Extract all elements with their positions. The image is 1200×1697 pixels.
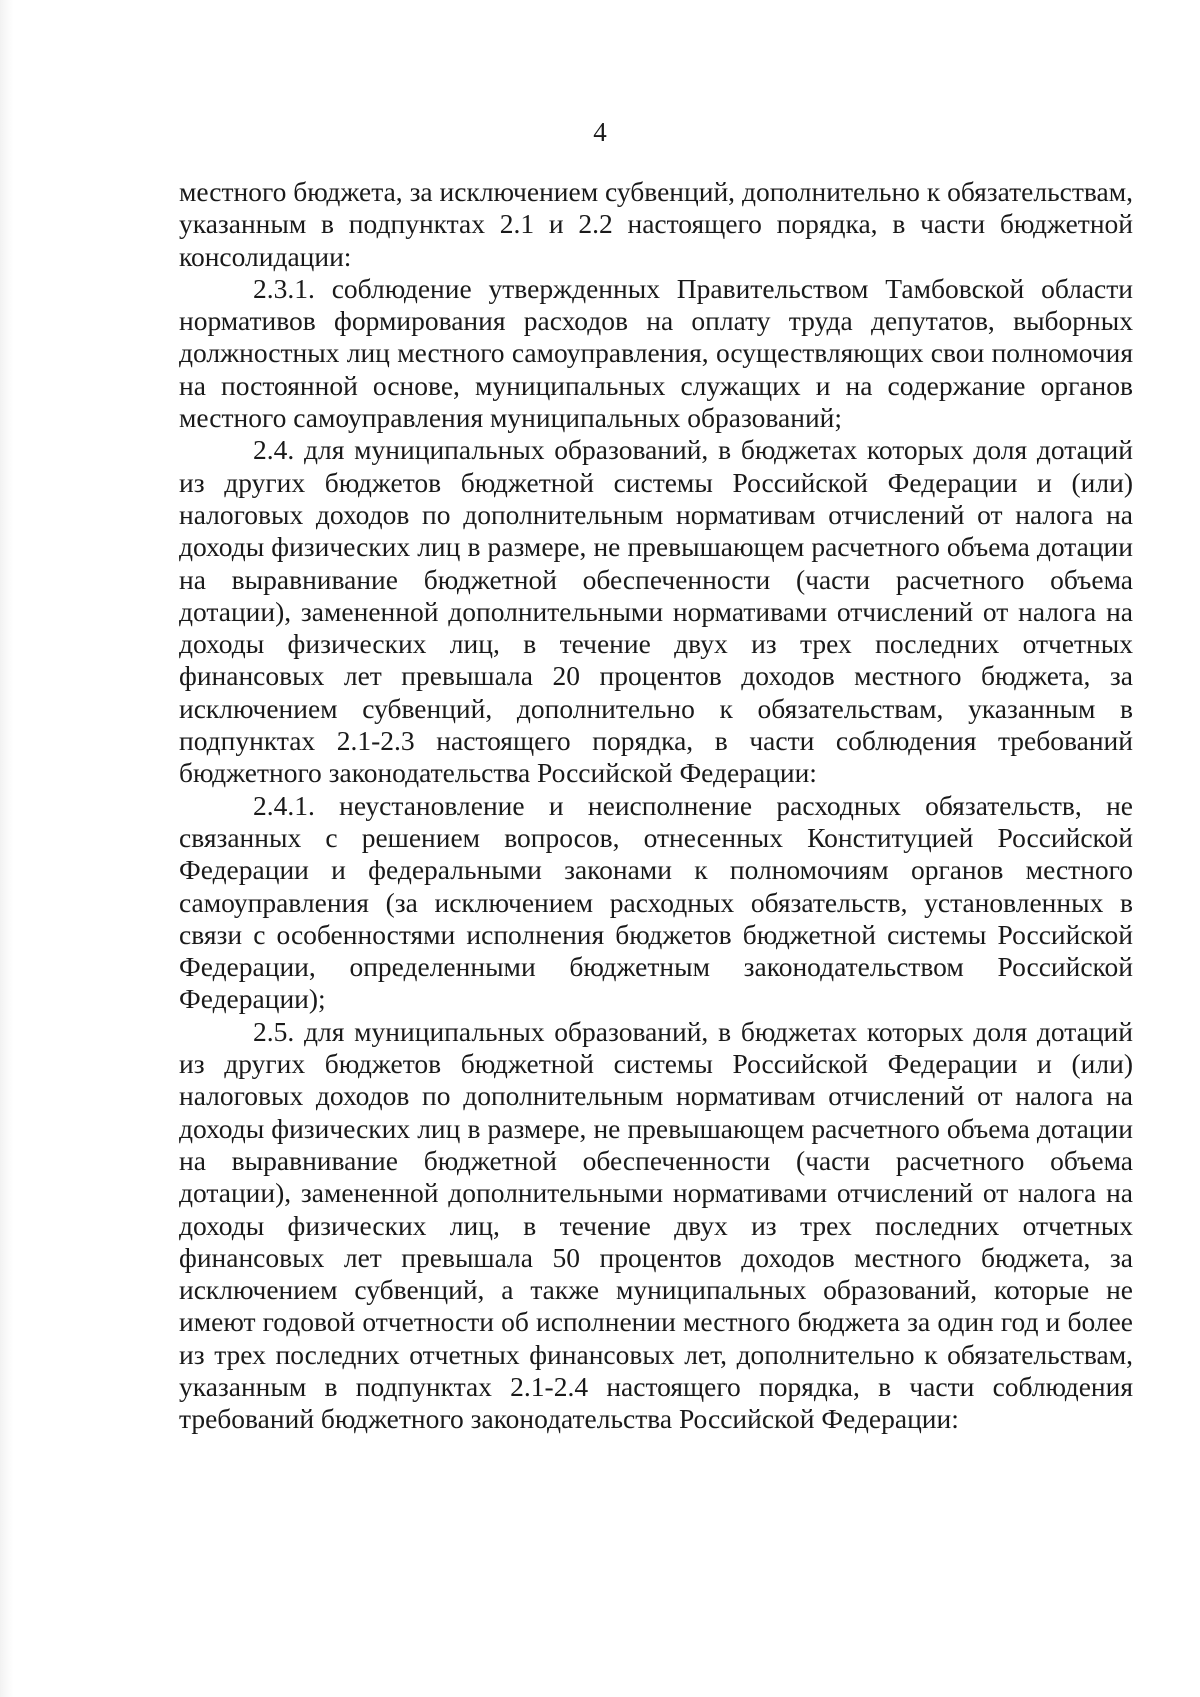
paragraph-2-4-1: 2.4.1. неустановление и неисполнение расходных обязательств, не связанных с решением вопросов, отнесенных Конституцией Российской Федерации и федеральными законами к полномочиям органов местного самоуправления (за исключением расходных обязательств, установленных в связи с особенностями исполнения бюджетов бюджетной системы Российской Федерации, определенными бюджетным законодательством Российской Федерации); (179, 789, 1133, 1015)
paragraph-2-3-1: 2.3.1. соблюдение утвержденных Правительством Тамбовской области нормативов формирования расходов на оплату труда депутатов, выборных должностных лиц местного самоуправления, осуществляющих свои полномочия на постоянной основе, муниципальных служащих и на содержание органов местного самоуправления муниципальных образований; (179, 272, 1133, 434)
page-number: 4 (593, 117, 607, 147)
scan-edge (0, 0, 14, 1697)
paragraph-2-5: 2.5. для муниципальных образований, в бюджетах которых доля дотаций из других бюджетов бюджетной системы Российской Федерации и (или) налоговых доходов по дополнительным нормативам отчислений от налога на доходы физических лиц в размере, не превышающем расчетного объема дотации на выравнивание бюджетной обеспеченности (части расчетного объема дотации), замененной дополнительными нормативами отчислений от налога на доходы физических лиц, в течение двух из трех последних отчетных финансовых лет превышала 50 процентов доходов местного бюджета, за исключением субвенций, а также муниципальных образований, которые не имеют годовой отчетности об исполнении местного бюджета за один год и более из трех последних отчетных финансовых лет, дополнительно к обязательствам, указанным в подпунктах 2.1-2.4 настоящего порядка, в части соблюдения требований бюджетного законодательства Российской Федерации: (179, 1015, 1133, 1435)
paragraph-continuation: местного бюджета, за исключением субвенций, дополнительно к обязательствам, указанным в подпунктах 2.1 и 2.2 настоящего порядка, в части бюджетной консолидации: (179, 176, 1133, 272)
body-text (179, 176, 1133, 1436)
paragraph-2-4: 2.4. для муниципальных образований, в бюджетах которых доля дотаций из других бюджетов бюджетной системы Российской Федерации и (или) налоговых доходов по дополнительным нормативам отчислений от налога на доходы физических лиц в размере, не превышающем расчетного объема дотации на выравнивание бюджетной обеспеченности (части расчетного объема дотации), замененной дополнительными нормативами отчислений от налога на доходы физических лиц, в течение двух из трех последних отчетных финансовых лет превышала 20 процентов доходов местного бюджета, за исключением субвенций, дополнительно к обязательствам, указанным в подпунктах 2.1-2.3 настоящего порядка, в части соблюдения требований бюджетного законодательства Российской Федерации: (179, 434, 1133, 789)
